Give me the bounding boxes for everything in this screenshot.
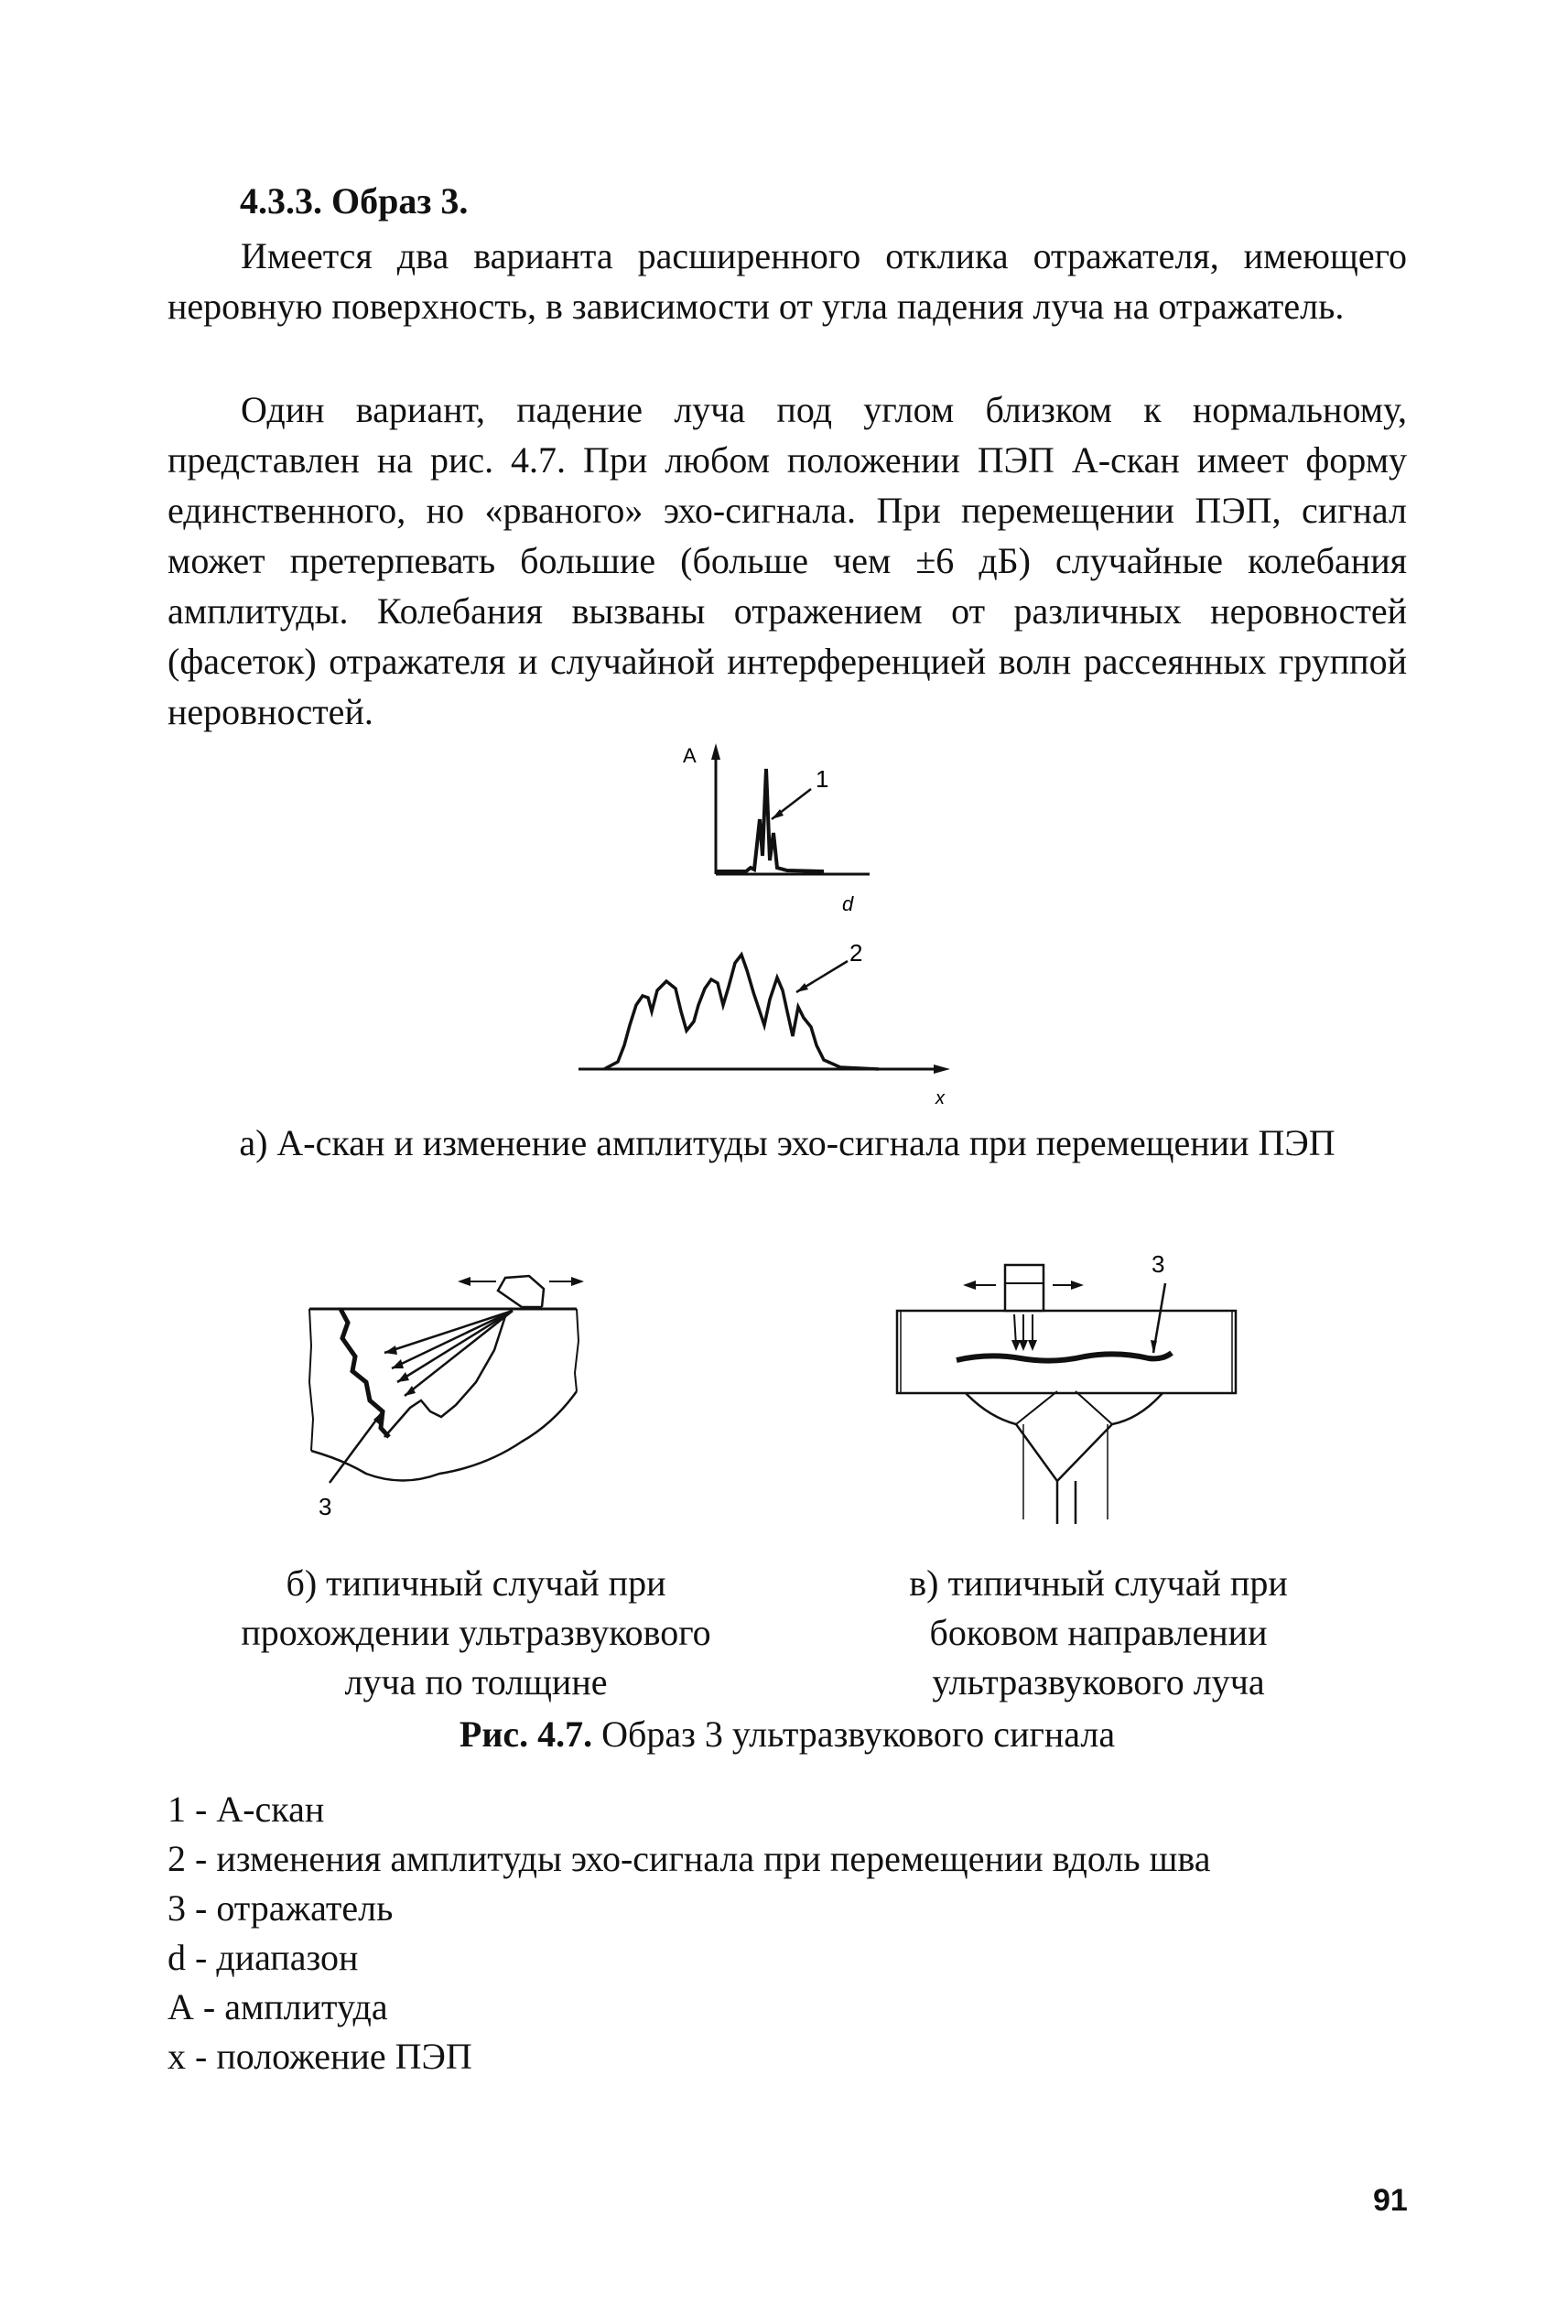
panel-b-move-right-arrow — [571, 1277, 584, 1286]
panel-b-diagram — [302, 1254, 604, 1519]
panel-c-ray-3-head — [1028, 1340, 1037, 1351]
amplitude-envelope — [604, 955, 879, 1069]
legend-item: d - диапазон — [168, 1937, 359, 1978]
legend-item: 2 - изменения амплитуды эхо-сигнала при перемещении вдоль шва — [168, 1838, 1211, 1879]
caption-c-line-1: в) типичный случай при — [909, 1562, 1288, 1604]
ascan-axis-label-y: A — [683, 744, 697, 767]
panel-b-ray-3-head — [397, 1372, 409, 1382]
figure-title-text: Образ 3 ультразвукового сигнала — [592, 1713, 1116, 1755]
page-number: 91 — [1373, 2183, 1408, 2218]
panel-c-weld-bevel — [1016, 1391, 1112, 1424]
panel-b-ray-2-head — [392, 1359, 404, 1368]
panel-b-callout-label: 3 — [319, 1493, 332, 1519]
panel-c-weld — [966, 1393, 1162, 1524]
panel-b-left-edge — [309, 1309, 313, 1451]
ascan-y-arrow — [711, 743, 720, 760]
caption-b-line-2: прохождении ультразвукового — [241, 1612, 711, 1653]
panel-b-crack — [341, 1309, 389, 1437]
paragraph-2 — [168, 384, 1407, 737]
figure-title — [165, 1710, 1410, 1759]
legend-item: x - положение ПЭП — [168, 2036, 472, 2077]
caption-b-line-1: б) типичный случай при — [286, 1562, 666, 1604]
panel-b-bottom-edge — [311, 1391, 577, 1481]
panel-b-right-edge — [575, 1309, 579, 1391]
figure-number: Рис. 4.7. — [459, 1713, 593, 1755]
caption-c — [824, 1559, 1373, 1707]
panel-c-callout-arrow — [1151, 1340, 1157, 1353]
amplitude-axis-label-x: x — [935, 1088, 945, 1108]
panel-c-move-left-arrow — [963, 1281, 976, 1290]
panel-b-callout-line — [330, 1411, 383, 1483]
caption-b — [174, 1559, 778, 1707]
ascan-callout-label: 1 — [816, 765, 829, 793]
panel-c-probe — [1005, 1265, 1044, 1311]
ascan-echo-pulse — [716, 769, 824, 871]
amplitude-diagram — [568, 924, 970, 1117]
panel-c-ray-1-head — [1011, 1340, 1021, 1351]
legend-item: А - амплитуда — [168, 1986, 388, 2027]
panel-b-ray-1 — [384, 1311, 513, 1353]
paragraph-1-text: Имеется два варианта расширенного отклика отражателя, имеющего неровную поверхность, в зависимости от угла падения луча на отражатель. — [168, 235, 1407, 327]
amplitude-x-arrow — [934, 1065, 950, 1074]
panel-c-move-right-arrow — [1071, 1281, 1084, 1290]
panel-c-callout-label: 3 — [1152, 1250, 1165, 1278]
ascan-axis-label-x: d — [842, 892, 854, 915]
section-heading: 4.3.3. Образ 3. — [240, 180, 469, 222]
legend-item: 1 - А-скан — [168, 1789, 325, 1830]
amplitude-callout-label: 2 — [849, 939, 863, 967]
amplitude-callout-arrow — [796, 983, 808, 992]
panel-b-probe — [498, 1276, 544, 1307]
figure-legend — [168, 1785, 1211, 2081]
panel-c-plate — [897, 1311, 1236, 1393]
panel-c-ray-2-head — [1019, 1340, 1028, 1351]
panel-c-diagram — [888, 1245, 1254, 1529]
paragraph-1 — [168, 231, 1407, 331]
panel-c-reflector — [957, 1353, 1172, 1361]
caption-a: а) А-скан и изменение амплитуды эхо-сигнала при перемещении ПЭП — [239, 1122, 1336, 1163]
ascan-diagram — [641, 732, 934, 924]
caption-c-line-2: боковом направлении — [929, 1612, 1268, 1653]
paragraph-2-text: Один вариант, падение луча под углом близком к нормальному, представлен на рис. 4.7. При любом положении ПЭП А-скан имеет форму единственного, но «рваного» эхо-сигнала. При перемещении ПЭП, сигнал может претерпевать большие (больше чем ±6 дБ) случайные колебания амплитуды. Колебания вызваны отражением от различных неровностей (фасеток) отражателя и случайной интерференцией волн рассеянных группой неровностей. — [168, 389, 1407, 732]
caption-c-line-3: ультразвукового луча — [932, 1661, 1265, 1702]
caption-b-line-3: луча по толщине — [344, 1661, 608, 1702]
legend-item: 3 - отражатель — [168, 1887, 394, 1929]
panel-b-move-left-arrow — [458, 1277, 470, 1286]
